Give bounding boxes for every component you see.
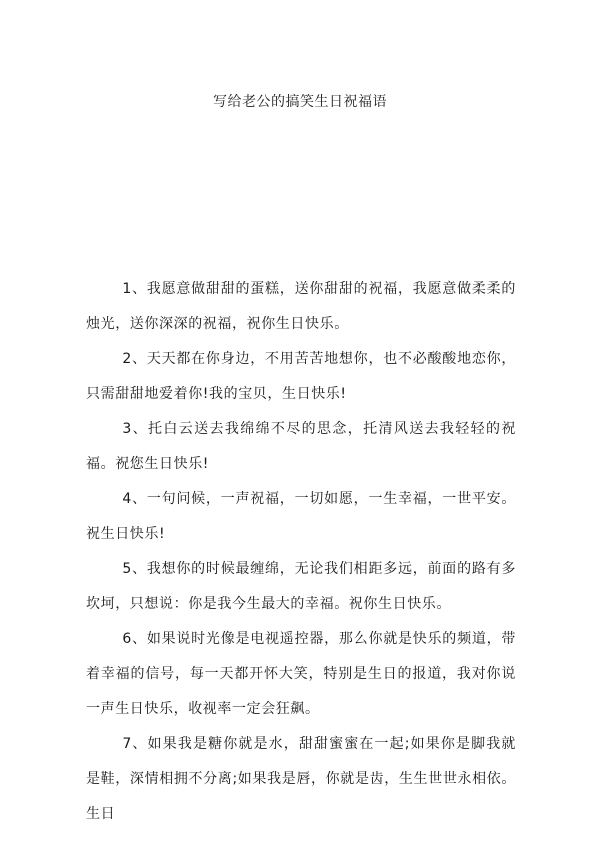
paragraph-1: 1、我愿意做甜甜的蛋糕，送你甜甜的祝福，我愿意做柔柔的烛光，送你深深的祝福，祝你生日快乐。	[86, 281, 516, 332]
paragraph-3: 3、托白云送去我绵绵不尽的思念，托清风送去我轻轻的祝福。祝您生日快乐!	[86, 421, 516, 472]
paragraph-6: 6、如果说时光像是电视遥控器，那么你就是快乐的频道，带着幸福的信号，每一天都开怀大笑，特别是生日的报道，我对你说一声生日快乐，收视率一定会狂飙。	[86, 631, 516, 717]
document-title: 写给老公的搞笑生日祝福语	[213, 94, 387, 110]
document-body	[86, 272, 516, 832]
paragraph-2: 2、天天都在你身边，不用苦苦地想你，也不必酸酸地恋你，只需甜甜地爱着你!我的宝贝，生日快乐!	[86, 351, 516, 402]
paragraph-4: 4、一句问候，一声祝福，一切如愿，一生幸福，一世平安。祝生日快乐!	[86, 491, 516, 542]
paragraph-7: 7、如果我是糖你就是水，甜甜蜜蜜在一起;如果你是脚我就是鞋，深情相拥不分离;如果我是唇，你就是齿，生生世世永相依。生日	[86, 736, 516, 822]
paragraph-5: 5、我想你的时候最缠绵，无论我们相距多远，前面的路有多坎坷，只想说：你是我今生最大的幸福。祝你生日快乐。	[86, 561, 516, 612]
